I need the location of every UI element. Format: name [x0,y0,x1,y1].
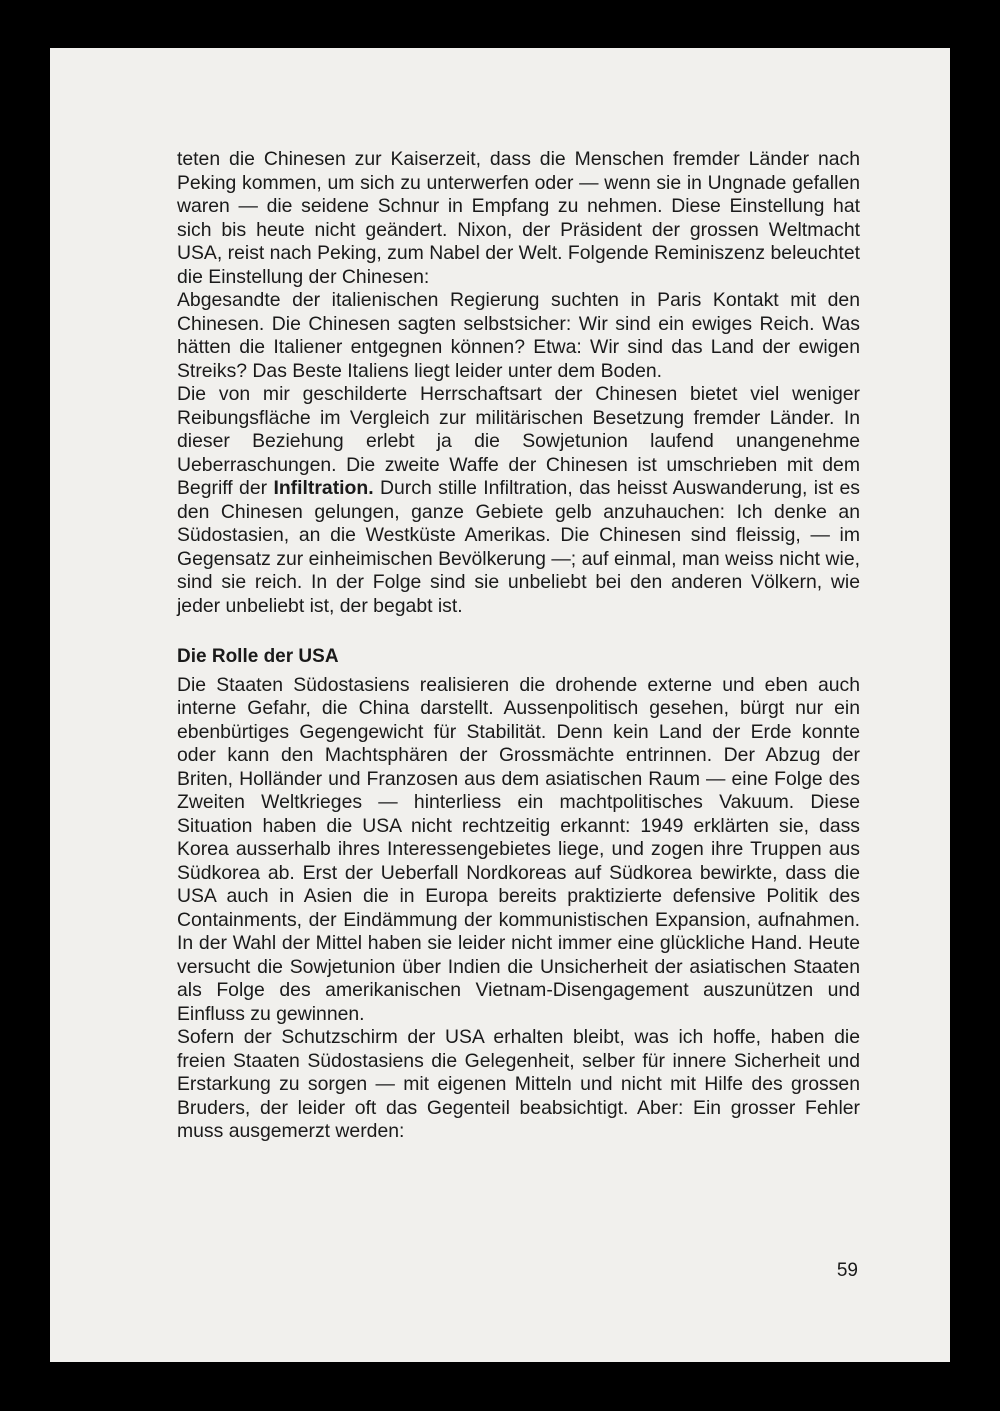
paragraph [177,674,860,1027]
text-run: Abgesandte der italienischen Regierung suchten in Paris Kontakt mit den Chinesen. Die Chinesen sagten selbstsicher: Wir sind ein ewiges Reich. Was hätten die Italiener entgegnen können? Etwa: Wir sind das Land der ewigen Streiks? Das Beste Italiens liegt leider unter dem Boden. [177,289,860,382]
paragraph [177,1026,860,1144]
text-run: teten die Chinesen zur Kaiserzeit, dass die Menschen fremder Länder nach Peking kommen, um sich zu unterwerfen oder — wenn sie in Ungnade gefallen waren — die seidene Schnur in Empfang zu nehmen. Diese Einstellung hat sich bis heute nicht geändert. Nixon, der Präsident der grossen Weltmacht USA, reist nach Peking, zum Nabel der Welt. Folgende Reminiszenz beleuchtet die Einstellung der Chinesen: [177,148,860,288]
bold-term: Infiltration. [273,477,374,499]
paragraphs-bottom [177,674,860,1144]
document-page [50,48,950,1362]
text-run: Die Staaten Südostasiens realisieren die drohende externe und eben auch interne Gefahr, die China darstellt. Aussenpolitisch gesehen, bürgt nur ein ebenbürtiges Gegengewicht für Stabilität. Denn kein Land der Erde konnte oder kann den Machtsphären der Grossmächte entrinnen. Der Abzug der Briten, Holländer und Franzosen aus dem asiatischen Raum — eine Folge des Zweiten Weltkrieges — hinterliess ein machtpolitisches Vakuum. Diese Situation haben die USA nicht rechtzeitig erkannt: 1949 erklärten sie, dass Korea ausserhalb ihres Interessengebietes liege, und zogen ihre Truppen aus Südkorea ab. Erst der Ueberfall Nordkoreas auf Südkorea bewirkte, dass die USA auch in Asien die in Europa bereits praktizierte defensive Politik des Containments, der Eindämmung der kommunistischen Expansion, aufnahmen. In der Wahl der Mittel haben sie leider nicht immer eine glückliche Hand. Heute versucht die Sowjetunion über Indien die Unsicherheit der asiatischen Staaten als Folge des amerikanischen Vietnam-Disengagement auszunützen und Einfluss zu gewinnen. [177,673,860,1025]
section-heading: Die Rolle der USA [177,646,339,667]
page-number: 59 [836,1260,858,1281]
text-run: Durch stille Infiltration, das heisst Auswanderung, ist es den Chinesen gelungen, ganze Gebiete gelb anzuhauchen: Ich denke an Südostasien, an die Westküste Amerikas. Die Chinesen sind fleissig, — im Gegensatz zur einheimischen Bevölkerung —; auf einmal, man weiss nicht wie, sind sie reich. In der Folge sind sie unbeliebt bei den anderen Völkern, wie jeder unbeliebt ist, der begabt ist. [177,477,860,617]
text-run: Die von mir geschilderte Herrschaftsart der Chinesen bietet viel weniger Reibungsfläche im Vergleich zur militärischen Besetzung fremder Länder. In dieser Beziehung erlebt ja die Sowjetunion laufend unangenehme Ueberraschungen. Die zweite Waffe der Chinesen ist umschrieben mit dem Begriff der [177,383,860,499]
paragraph [177,383,860,618]
text-run: Sofern der Schutzschirm der USA erhalten bleibt, was ich hoffe, haben die freien Staaten Südostasiens die Gelegenheit, selber für innere Sicherheit und Erstarkung zu sorgen — mit eigenen Mitteln und nicht mit Hilfe des grossen Bruders, der leider oft das Gegenteil beabsichtigt. Aber: Ein grosser Fehler muss ausgemerzt werden: [177,1026,860,1142]
paragraph [177,289,860,383]
paragraph [177,148,860,289]
body-text [177,148,860,1144]
paragraphs-top [177,148,860,618]
